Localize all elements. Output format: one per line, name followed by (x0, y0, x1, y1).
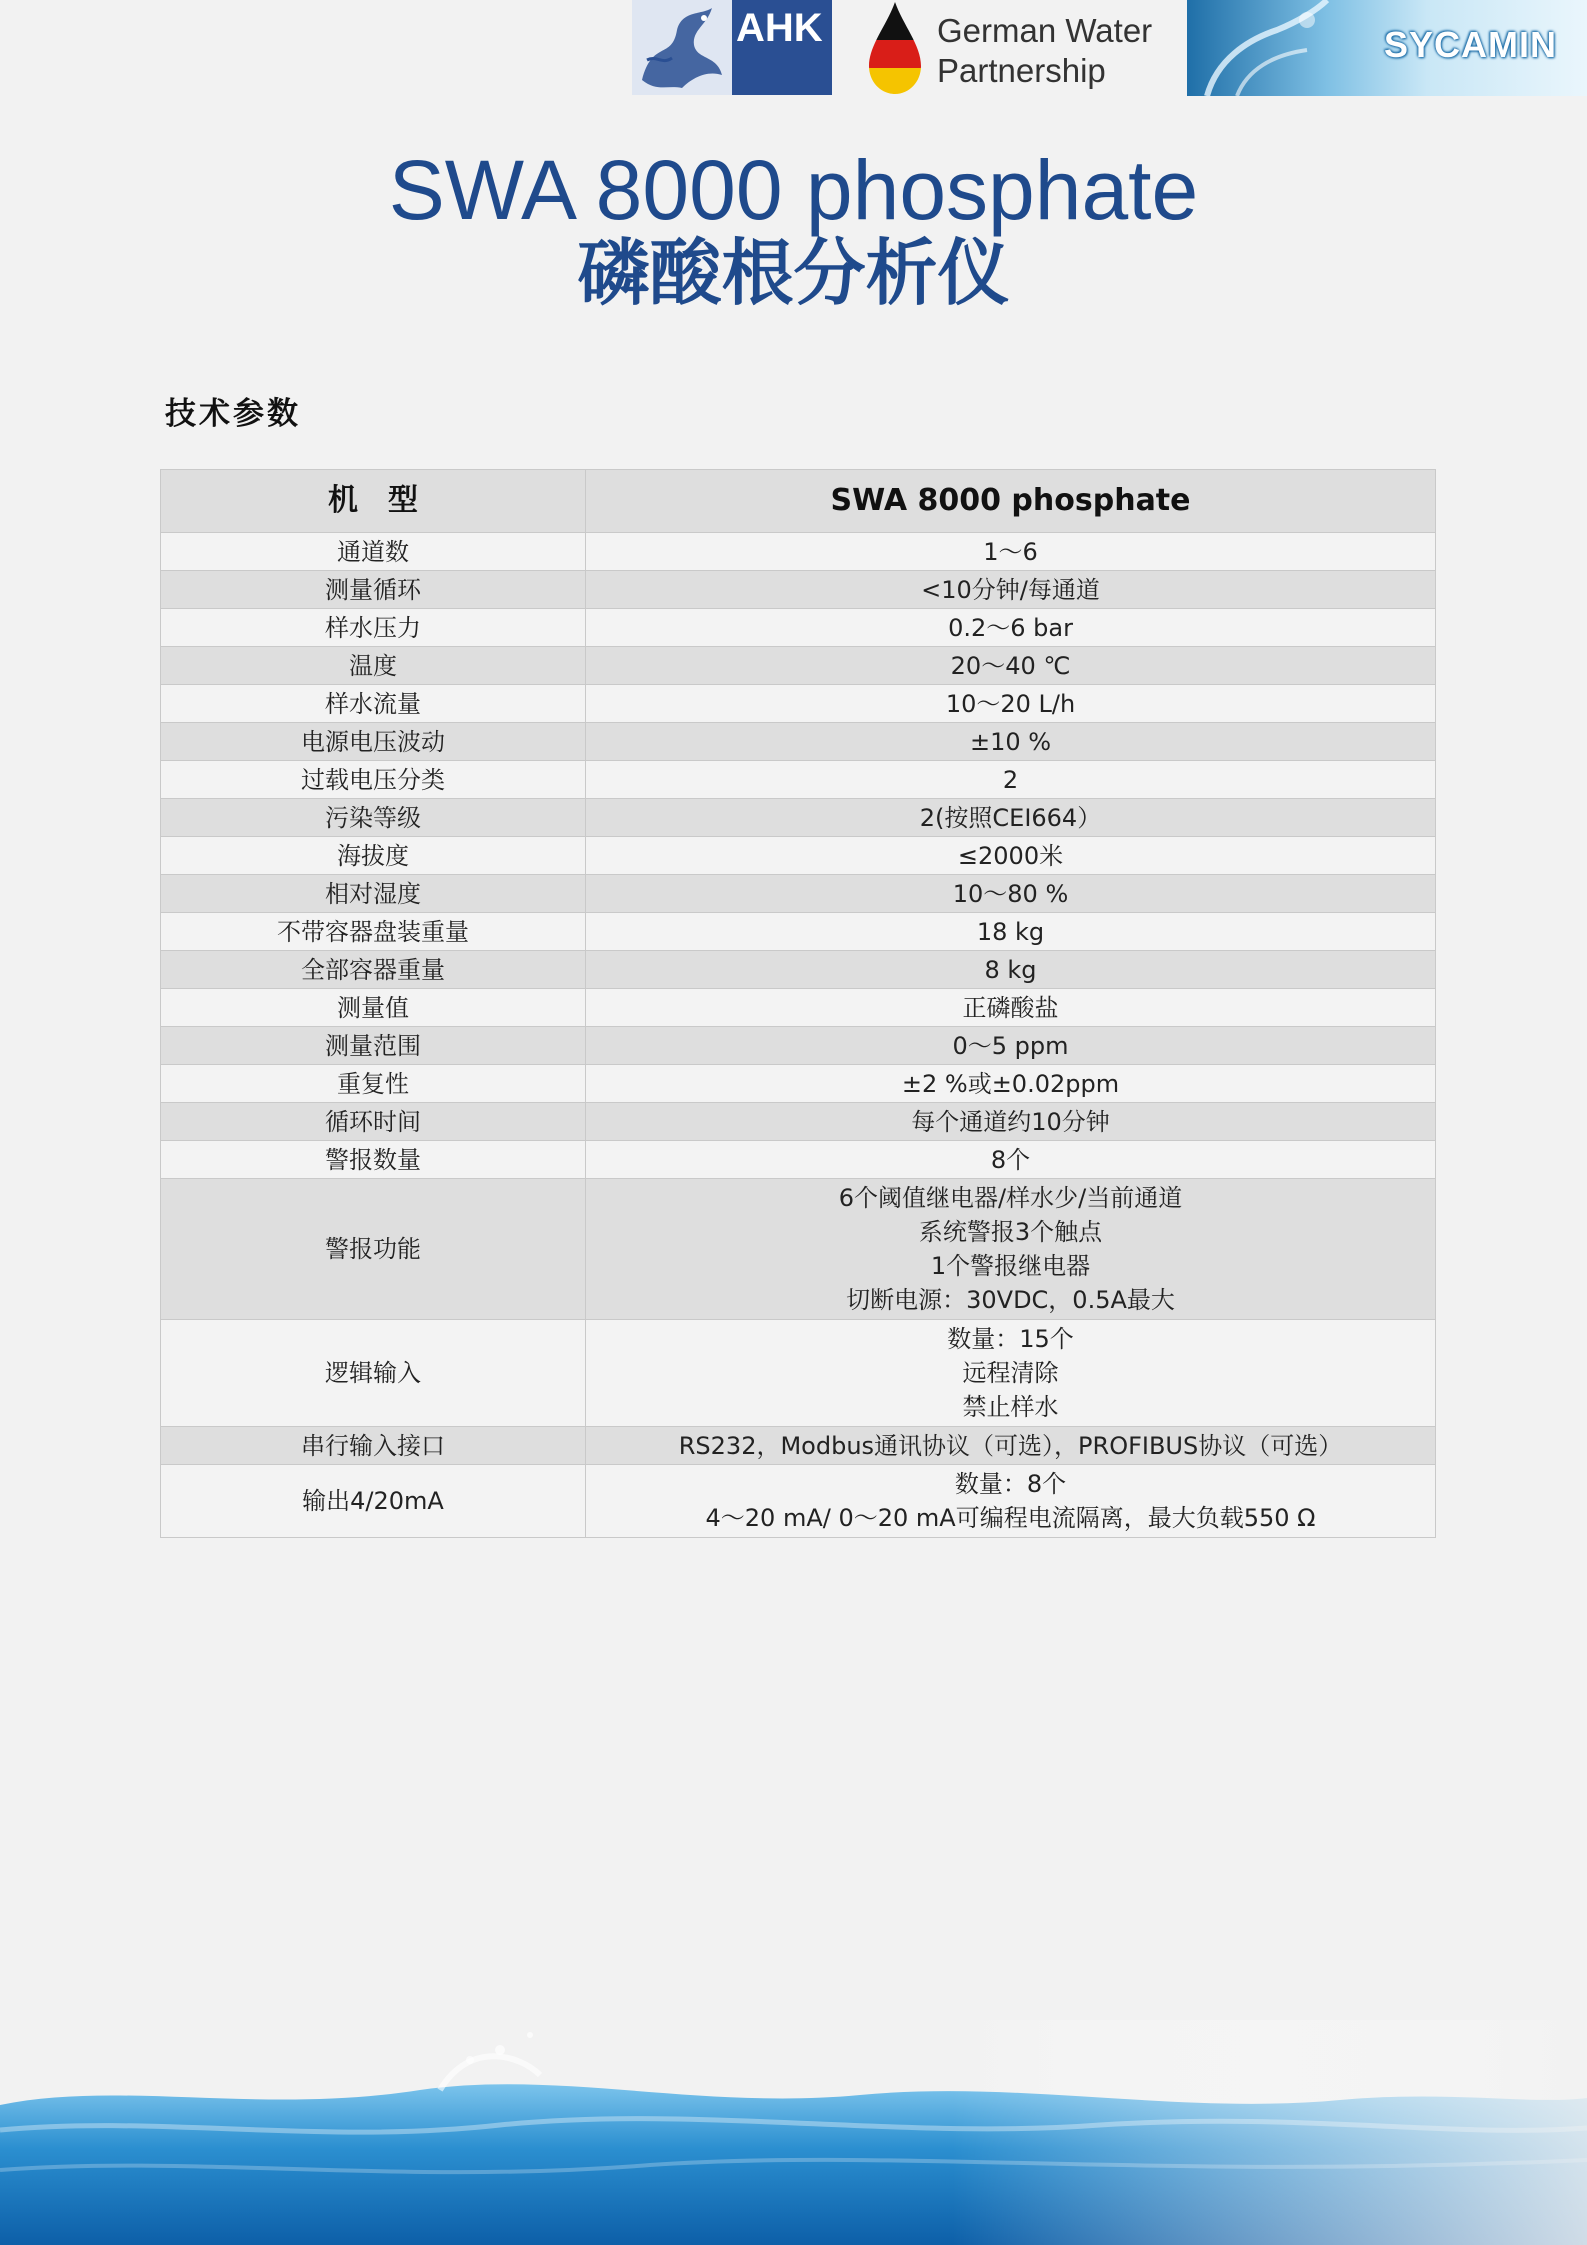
table-row (161, 1465, 1436, 1538)
spec-value-cell (586, 761, 1436, 799)
spec-label-cell: 测量值 (161, 989, 586, 1027)
spec-value-line: 2(按照CEI664） (919, 803, 1102, 832)
ahk-text: AHK (736, 6, 823, 50)
table-row (161, 761, 1436, 799)
spec-value-line: 8个 (990, 1145, 1031, 1174)
spec-value-cell (586, 1103, 1436, 1141)
spec-value-line: 10～20 L/h (945, 689, 1076, 718)
spec-value-line: 0～5 ppm (952, 1031, 1069, 1060)
dragon-icon (632, 0, 732, 95)
spec-label-cell: 逻辑输入 (161, 1320, 586, 1427)
spec-value-cell (586, 533, 1436, 571)
header-model-value: SWA 8000 phosphate (586, 470, 1436, 533)
spec-value-line: 远程清除 (962, 1359, 1059, 1387)
spec-value-line: RS232，Modbus通讯协议（可选），PROFIBUS协议（可选） (678, 1431, 1343, 1460)
table-row (161, 837, 1436, 875)
header-model-label: 机 型 (161, 470, 586, 533)
water-splash-icon (1187, 0, 1347, 96)
drop-icon (857, 0, 937, 96)
table-row (161, 533, 1436, 571)
spec-value-cell (586, 571, 1436, 609)
table-row (161, 609, 1436, 647)
spec-value-line: 20～40 ℃ (950, 651, 1071, 680)
spec-value-cell (586, 1065, 1436, 1103)
table-row (161, 1320, 1436, 1427)
table-row (161, 723, 1436, 761)
title-chinese: 磷酸根分析仪 (577, 231, 1010, 315)
spec-value-cell (586, 609, 1436, 647)
spec-label-cell: 温度 (161, 647, 586, 685)
spec-value-line: 系统警报3个触点 (918, 1218, 1103, 1246)
spec-value-line: 数量：15个 (947, 1325, 1074, 1353)
table-row (161, 1065, 1436, 1103)
table-row (161, 875, 1436, 913)
spec-value-cell (586, 1179, 1436, 1320)
spec-value-line: 10～80 % (952, 879, 1069, 908)
spec-label-cell: 重复性 (161, 1065, 586, 1103)
spec-value-cell (586, 837, 1436, 875)
spec-value-line: ±10 % (969, 727, 1052, 756)
sycamin-logo (1187, 0, 1587, 96)
spec-value-cell (586, 875, 1436, 913)
table-row (161, 1179, 1436, 1320)
spec-value-line: 数量：8个 (954, 1470, 1067, 1498)
table-row (161, 1427, 1436, 1465)
spec-value-line: ≤2000米 (957, 841, 1064, 870)
spec-value-cell (586, 1427, 1436, 1465)
spec-value-cell (586, 1465, 1436, 1538)
table-header-row (161, 470, 1436, 533)
spec-label-cell: 循环时间 (161, 1103, 586, 1141)
spec-label-cell: 全部容器重量 (161, 951, 586, 989)
spec-value-line: ±2 %或±0.02ppm (901, 1069, 1120, 1098)
spec-value-cell (586, 647, 1436, 685)
spec-value-line: 0.2～6 bar (948, 613, 1073, 642)
spec-value-cell (586, 1027, 1436, 1065)
spec-value-cell (586, 951, 1436, 989)
spec-label-cell: 海拔度 (161, 837, 586, 875)
spec-value-line: 6个阈值继电器/样水少/当前通道 (838, 1184, 1183, 1212)
spec-label-cell: 相对湿度 (161, 875, 586, 913)
gwp-line1: German Water (937, 12, 1153, 49)
ahk-logo (632, 0, 832, 95)
spec-label-cell: 电源电压波动 (161, 723, 586, 761)
spec-label-cell: 警报数量 (161, 1141, 586, 1179)
spec-value-line: 禁止样水 (962, 1393, 1059, 1421)
spec-label-cell: 警报功能 (161, 1179, 586, 1320)
spec-value-cell (586, 989, 1436, 1027)
spec-table-body (161, 533, 1436, 1538)
table-row (161, 951, 1436, 989)
table-row (161, 913, 1436, 951)
table-row (161, 799, 1436, 837)
spec-label-cell: 不带容器盘装重量 (161, 913, 586, 951)
table-row (161, 1027, 1436, 1065)
spec-value-line: 18 kg (976, 917, 1045, 946)
spec-value-line: 1～6 (983, 537, 1038, 566)
spec-label-cell: 过载电压分类 (161, 761, 586, 799)
spec-value-line: 2 (1002, 765, 1019, 794)
table-row (161, 571, 1436, 609)
spec-value-cell (586, 799, 1436, 837)
spec-label-cell: 测量循环 (161, 571, 586, 609)
spec-value-line: 4～20 mA/ 0～20 mA可编程电流隔离，最大负载550 Ω (705, 1504, 1316, 1532)
gwp-line2: Partnership (937, 52, 1106, 89)
section-heading: 技术参数 (165, 396, 301, 432)
spec-value-line: 正磷酸盐 (962, 993, 1059, 1022)
german-water-partnership-logo (857, 0, 1197, 96)
spec-table (160, 469, 1436, 1538)
spec-value-line: 切断电源：30VDC，0.5A最大 (846, 1286, 1175, 1314)
spec-value-cell (586, 685, 1436, 723)
sycamin-text: SYCAMIN (1383, 24, 1557, 65)
spec-value-line: 1个警报继电器 (930, 1252, 1091, 1280)
spec-value-line: 每个通道约10分钟 (911, 1107, 1110, 1136)
table-row (161, 989, 1436, 1027)
spec-label-cell: 串行输入接口 (161, 1427, 586, 1465)
spec-label-cell: 测量范围 (161, 1027, 586, 1065)
spec-label-cell: 输出4/20mA (161, 1465, 586, 1538)
table-row (161, 647, 1436, 685)
logo-bar (632, 0, 1587, 96)
title-english: SWA 8000 phosphate (388, 143, 1199, 237)
spec-value-cell (586, 1141, 1436, 1179)
table-row (161, 1103, 1436, 1141)
spec-value-cell (586, 723, 1436, 761)
spec-value-line: 8 kg (984, 955, 1037, 984)
spec-label-cell: 样水压力 (161, 609, 586, 647)
water-wave-decoration (0, 2020, 1587, 2245)
spec-label-cell: 污染等级 (161, 799, 586, 837)
table-row (161, 1141, 1436, 1179)
spec-value-line: <10分钟/每通道 (921, 575, 1100, 604)
spec-label-cell: 通道数 (161, 533, 586, 571)
spec-label-cell: 样水流量 (161, 685, 586, 723)
spec-value-cell (586, 1320, 1436, 1427)
spec-value-cell (586, 913, 1436, 951)
table-row (161, 685, 1436, 723)
